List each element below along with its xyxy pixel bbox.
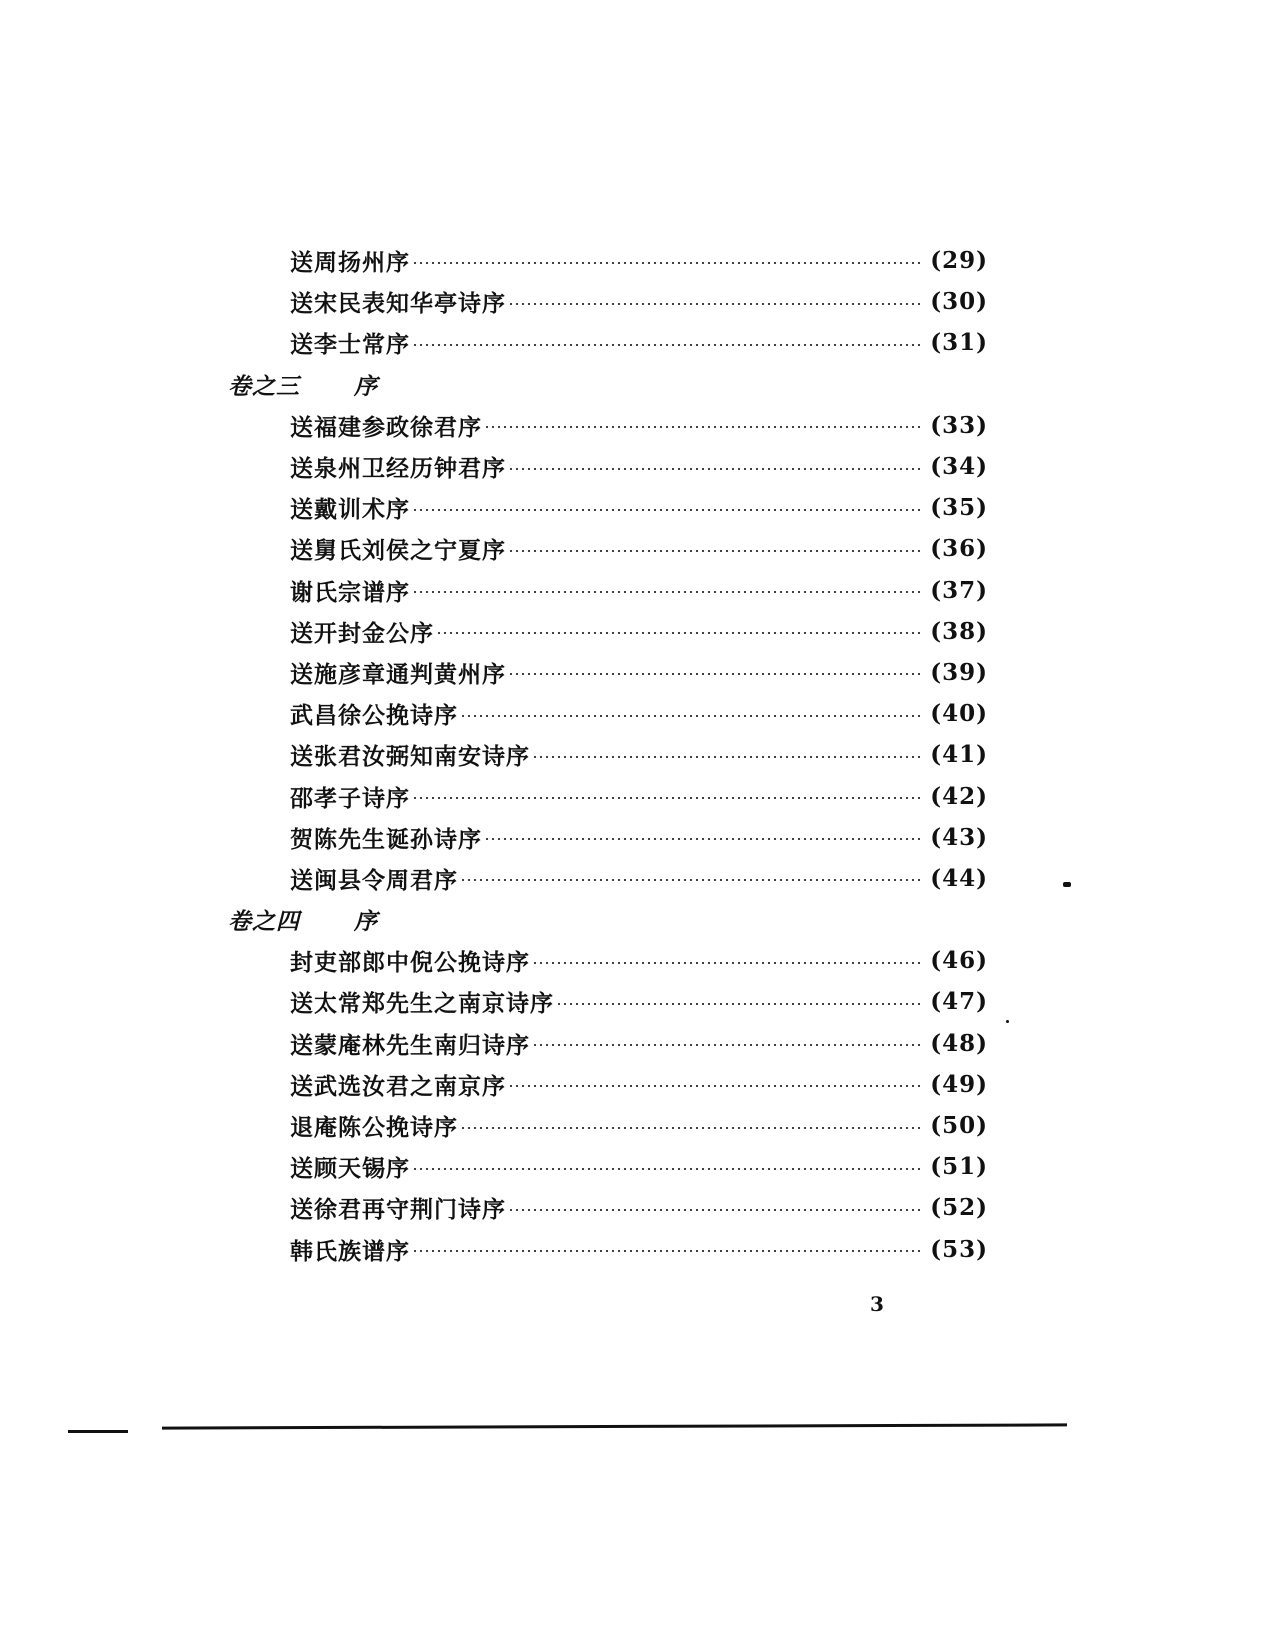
entry-page-number: (41) [930, 741, 988, 769]
toc-entry [228, 405, 988, 446]
dot-leader [460, 715, 920, 717]
entry-title: 送舅氏刘侯之宁夏序 [290, 537, 506, 565]
toc-entry [228, 652, 988, 693]
dot-leader [532, 962, 920, 964]
entry-page-number: (30) [930, 288, 988, 316]
entry-title: 送闽县令周君序 [290, 866, 458, 894]
toc-entry [228, 281, 988, 322]
entry-title: 邵孝子诗序 [290, 784, 410, 812]
entry-page-number: (35) [930, 494, 988, 522]
toc-entry [228, 446, 988, 487]
entry-page-number: (33) [930, 411, 988, 439]
entry-page-number: (40) [930, 700, 988, 728]
dot-leader [484, 838, 920, 840]
entry-title: 退庵陈公挽诗序 [290, 1114, 458, 1142]
dot-leader [484, 426, 920, 428]
dot-leader [436, 632, 920, 634]
dot-leader [556, 1003, 920, 1005]
toc-entry [228, 693, 988, 734]
toc-entry [228, 734, 988, 775]
entry-page-number: (34) [930, 453, 988, 481]
dot-leader [532, 1044, 920, 1046]
entry-page-number: (52) [930, 1194, 988, 1222]
dot-leader [508, 1209, 920, 1211]
entry-title: 武昌徐公挽诗序 [290, 702, 458, 730]
entry-page-number: (50) [930, 1112, 988, 1140]
entry-title: 送施彦章通判黄州序 [290, 660, 506, 688]
toc-section-heading [228, 364, 988, 405]
toc-entry [228, 611, 988, 652]
page-number: 3 [870, 1292, 884, 1316]
dot-leader [508, 303, 920, 305]
entry-title: 送福建参政徐君序 [290, 413, 482, 441]
dot-leader [508, 673, 920, 675]
entry-page-number: (31) [930, 329, 988, 357]
entry-title: 谢氏宗谱序 [290, 578, 410, 606]
toc-entry [228, 528, 988, 569]
entry-title: 送开封金公序 [290, 619, 434, 647]
toc-entry [228, 322, 988, 363]
toc-entry [228, 817, 988, 858]
scan-speck [1063, 882, 1071, 887]
bottom-rule [162, 1423, 1067, 1429]
entry-title: 封吏部郎中倪公挽诗序 [290, 949, 530, 977]
dot-leader [460, 1127, 920, 1129]
category-label: 序 [354, 908, 378, 936]
dot-leader [508, 550, 920, 552]
dot-leader [508, 1085, 920, 1087]
dot-leader [508, 468, 920, 470]
dot-leader [460, 879, 920, 881]
toc-entry [228, 1187, 988, 1228]
dot-leader [412, 1168, 920, 1170]
toc-entry [228, 1023, 988, 1064]
dot-leader [412, 1250, 920, 1252]
entry-page-number: (51) [930, 1153, 988, 1181]
entry-title: 韩氏族谱序 [290, 1237, 410, 1265]
entry-page-number: (37) [930, 576, 988, 604]
entry-title: 送张君汝弼知南安诗序 [290, 743, 530, 771]
entry-page-number: (53) [930, 1235, 988, 1263]
entry-page-number: (36) [930, 535, 988, 563]
entry-title: 送周扬州序 [290, 249, 410, 277]
toc-entry [228, 1146, 988, 1187]
toc-entry [228, 240, 988, 281]
entry-page-number: (44) [930, 864, 988, 892]
entry-page-number: (29) [930, 247, 988, 275]
toc-entry [228, 1064, 988, 1105]
toc-entry [228, 487, 988, 528]
entry-page-number: (39) [930, 658, 988, 686]
toc-entry [228, 570, 988, 611]
dot-leader [412, 797, 920, 799]
entry-title: 贺陈先生诞孙诗序 [290, 825, 482, 853]
entry-page-number: (48) [930, 1029, 988, 1057]
entry-title: 送顾天锡序 [290, 1155, 410, 1183]
scan-speck [1006, 1020, 1009, 1023]
entry-page-number: (49) [930, 1070, 988, 1098]
entry-page-number: (38) [930, 617, 988, 645]
entry-title: 送蒙庵林先生南归诗序 [290, 1031, 530, 1059]
toc-entry [228, 1105, 988, 1146]
toc-entry [228, 858, 988, 899]
entry-title: 送李士常序 [290, 331, 410, 359]
toc-section-heading [228, 899, 988, 940]
entry-title: 送泉州卫经历钟君序 [290, 455, 506, 483]
category-label: 序 [354, 372, 378, 400]
dot-leader [412, 344, 920, 346]
toc-entry [228, 1229, 988, 1270]
entry-page-number: (47) [930, 988, 988, 1016]
entry-title: 送宋民表知华亭诗序 [290, 290, 506, 318]
entry-page-number: (42) [930, 782, 988, 810]
entry-title: 送武选汝君之南京序 [290, 1072, 506, 1100]
toc-entry [228, 775, 988, 816]
entry-page-number: (43) [930, 823, 988, 851]
dot-leader [412, 509, 920, 511]
dot-leader [532, 756, 920, 758]
toc-entry [228, 981, 988, 1022]
bottom-rule-short [68, 1430, 128, 1433]
volume-label: 卷之三 [228, 372, 300, 400]
entry-title: 送太常郑先生之南京诗序 [290, 990, 554, 1018]
volume-label: 卷之四 [228, 908, 300, 936]
dot-leader [412, 591, 920, 593]
table-of-contents [228, 240, 988, 1270]
entry-title: 送徐君再守荆门诗序 [290, 1196, 506, 1224]
entry-title: 送戴训术序 [290, 496, 410, 524]
dot-leader [412, 262, 920, 264]
entry-page-number: (46) [930, 947, 988, 975]
toc-entry [228, 940, 988, 981]
